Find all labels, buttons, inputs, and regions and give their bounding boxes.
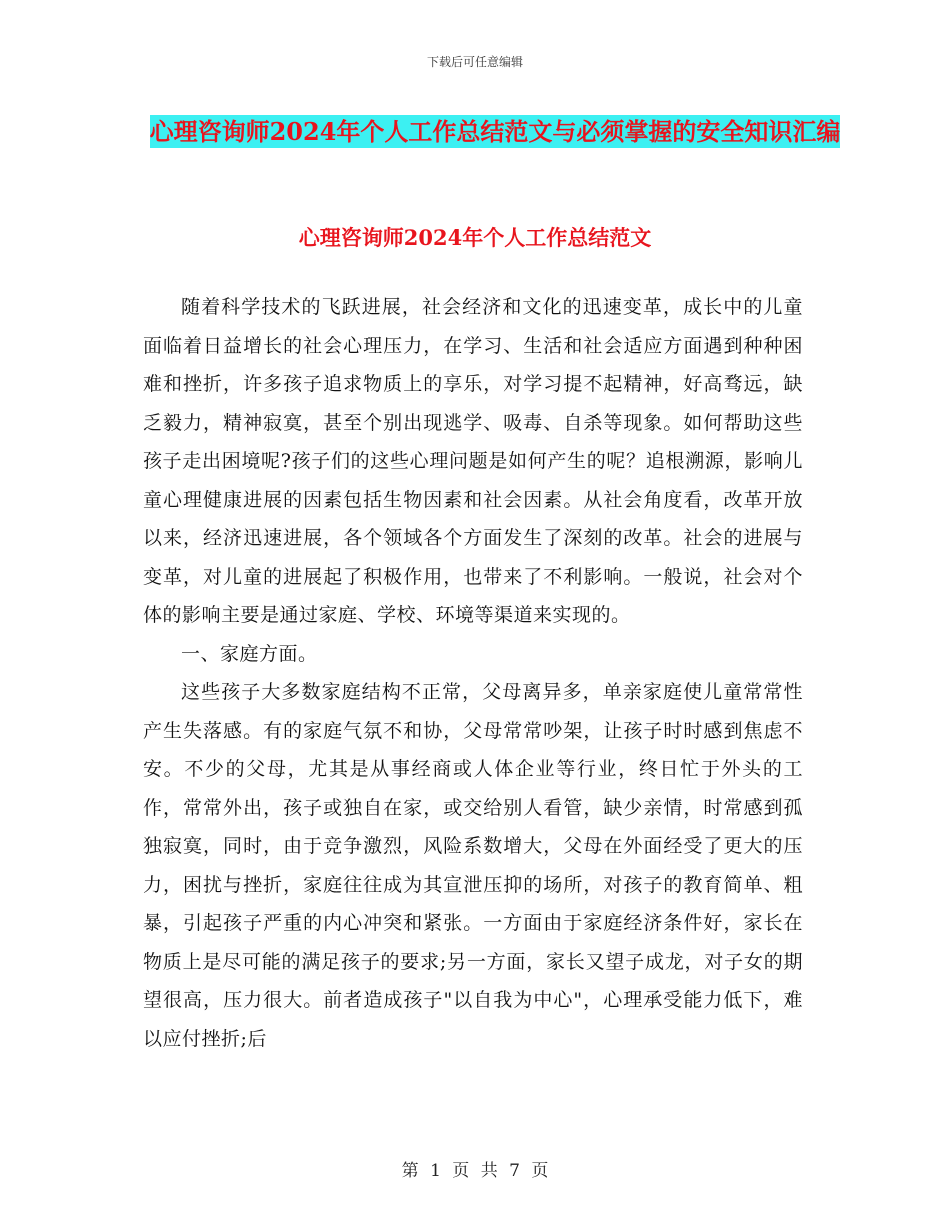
paragraph-heading-family: 一、家庭方面。 xyxy=(181,642,318,665)
paragraph-intro: 随着科学技术的飞跃进展，社会经济和文化的迅速变革，成长中的儿童面临着日益增长的社会心理压力，在学习、生活和社会适应方面遇到种种困难和挫折，许多孩子追求物质上的享乐，对学习提不起精神，好高骛远，缺乏毅力，精神寂寞，甚至个别出现逃学、吸毒、自杀等现象。如何帮助这些孩子走出困境呢?孩子们的这些心理问题是如何产生的呢？追根溯源，影响儿童心理健康进展的因素包括生物因素和社会因素。从社会角度看，改革开放以来，经济迅速进展，各个领域各个方面发生了深刻的改革。社会的进展与变革，对儿童的进展起了积极作用，也带来了不利影响。一般说，社会对个体的影响主要是通过家庭、学校、环境等渠道来实现的。 xyxy=(143,296,803,626)
document-main-title xyxy=(140,110,850,154)
page-footer: 第 1 页 共 7 页 xyxy=(401,1161,549,1181)
page-header-note: 下载后可任意编辑 xyxy=(426,55,523,69)
section-title: 心理咨询师2024年个人工作总结范文 xyxy=(298,225,652,250)
paragraph-family: 这些孩子大多数家庭结构不正常，父母离异多，单亲家庭使儿童常常性产生失落感。有的家庭气氛不和协，父母常常吵架，让孩子时时感到焦虑不安。不少的父母，尤其是从事经商或人体企业等行业，终日忙于外头的工作，常常外出，孩子或独自在家，或交给别人看管，缺少亲情，时常感到孤独寂寞，同时，由于竞争激烈，风险系数增大，父母在外面经受了更大的压力，困扰与挫折，家庭往往成为其宣泄压抑的场所，对孩子的教育简单、粗暴，引起孩子严重的内心冲突和紧张。一方面由于家庭经济条件好，家长在物质上是尽可能的满足孩子的要求;另一方面，家长又望子成龙，对子女的期望很高，压力很大。前者造成孩子"以自我为中心"，心理承受能力低下，难以应付挫折;后 xyxy=(143,681,803,1050)
document-body xyxy=(143,288,803,1058)
main-title-highlight: 心理咨询师2024年个人工作总结范文与必须掌握的安全知识汇编 xyxy=(149,117,841,146)
